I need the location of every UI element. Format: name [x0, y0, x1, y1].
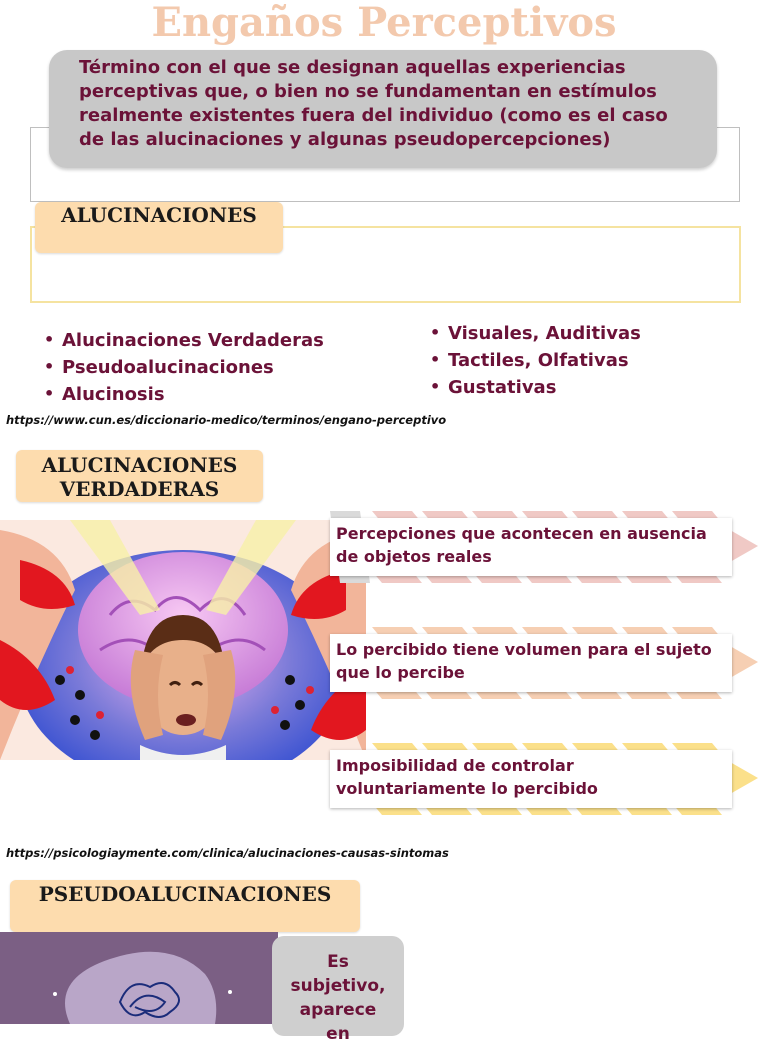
list-item: • Pseudoalucinaciones [42, 354, 372, 381]
list-item: • Visuales, Auditivas [428, 320, 758, 347]
feature-card-3: Imposibilidad de controlar voluntariamente lo percibido [330, 750, 732, 808]
alucinaciones-types-list [42, 327, 372, 408]
list-item: • Gustativas [428, 374, 758, 401]
feature-card-1: Percepciones que acontecen en ausencia de objetos reales [330, 518, 732, 576]
pseudo-illustration [0, 932, 278, 1024]
list-item: • Tactiles, Olfativas [428, 347, 758, 374]
source-link-1[interactable]: https://www.cun.es/diccionario-medico/terminos/engano-perceptivo [6, 413, 447, 427]
pseudo-side-card: Es subjetivo, aparece en [272, 936, 404, 1036]
feature-row-3 [330, 740, 760, 820]
feature-card-2: Lo percibido tiene volumen para el sujeto que lo percibe [330, 634, 732, 692]
list-item: • Alucinaciones Verdaderas [42, 327, 372, 354]
feature-row-2 [330, 624, 760, 704]
verdaderas-heading: ALUCINACIONES VERDADERAS [16, 450, 263, 502]
pseudo-heading: PSEUDOALUCINACIONES [10, 880, 360, 932]
alucinaciones-senses-list [428, 320, 758, 401]
source-link-2[interactable]: https://psicologiaymente.com/clinica/alucinaciones-causas-sintomas [6, 846, 449, 860]
feature-row-1 [330, 508, 760, 588]
alucinaciones-heading: ALUCINACIONES [35, 202, 283, 253]
list-item: • Alucinosis [42, 381, 372, 408]
page-title: Engaños Perceptivos [151, 0, 617, 46]
hallucination-illustration [0, 520, 366, 760]
definition-card: Término con el que se designan aquellas experiencias perceptivas que, o bien no se fundamentan en estímulos realmente existentes fuera del individuo (como es el caso de las alucinaciones y algunas pseudopercepciones) [49, 50, 717, 168]
